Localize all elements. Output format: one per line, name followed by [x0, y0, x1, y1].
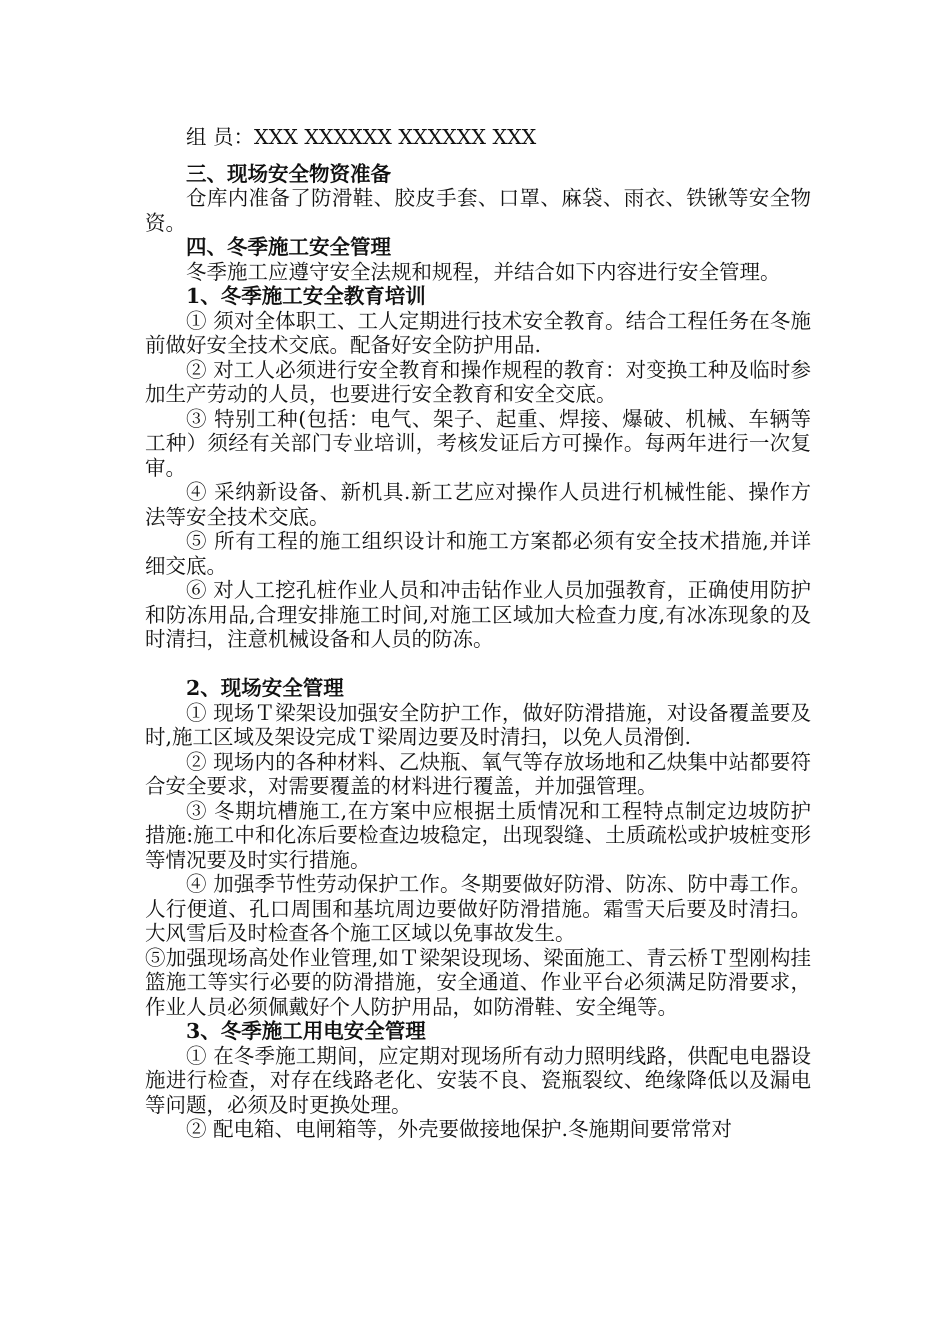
section-heading-winter-safety: 四、冬季施工安全管理 [186, 235, 391, 259]
list-item: ① 在冬季施工期间，应定期对现场所有动力照明线路，供配电电器设施进行检查，对存在线路老化、安装不良、瓷瓶裂纹、绝缘降低以及漏电等问题，必须及时更换处理。 [145, 1043, 811, 1117]
section-heading-materials: 三、现场安全物资准备 [186, 161, 391, 186]
paragraph: 仓库内准备了防滑鞋、胶皮手套、口罩、麻袋、雨衣、铁锹等安全物资。 [145, 186, 811, 235]
list-item: ③ 特别工种(包括：电气、架子、起重、焊接、爆破、机械、车辆等工种）须经有关部门专业培训，考核发证后方可操作。每两年进行一次复审。 [145, 406, 811, 480]
list-item: ④ 采纳新设备、新机具.新工艺应对操作人员进行机械性能、操作方法等安全技术交底。 [145, 480, 811, 529]
list-item: ① 现场Ｔ梁架设加强安全防护工作，做好防滑措施，对设备覆盖要及时,施工区域及架设完成Ｔ梁周边要及时清扫，以免人员滑倒. [145, 700, 811, 749]
blank-line [145, 652, 811, 677]
subsection-heading-site-safety: 2、现场安全管理 [186, 676, 344, 700]
document-page [145, 124, 811, 1142]
list-item: ④ 加强季节性劳动保护工作。冬期要做好防滑、防冻、防中毒工作。人行便道、孔口周围和基坑周边要做好防滑措施。霜雪天后要及时清扫。大风雪后及时检查各个施工区域以免事故发生。 [145, 872, 811, 945]
list-item: ⑤加强现场高处作业管理,如Ｔ梁架设现场、梁面施工、青云桥Ｔ型刚构挂篮施工等实行必要的防滑措施，安全通道、作业平台必须满足防滑要求，作业人员必须佩戴好个人防护用品，如防滑鞋、安全绳等。 [145, 945, 811, 1019]
members-line: 组 员：XXX XXXXXX XXXXXX XXX [186, 125, 537, 149]
list-item: ① 须对全体职工、工人定期进行技术安全教育。结合工程任务在冬施前做好安全技术交底。配备好安全防护用品. [145, 308, 811, 357]
paragraph: 冬季施工应遵守安全法规和规程，并结合如下内容进行安全管理。 [186, 259, 781, 284]
list-item: ② 现场内的各种材料、乙炔瓶、氧气等存放场地和乙炔集中站都要符合安全要求，对需要覆盖的材料进行覆盖，并加强管理。 [145, 749, 811, 798]
list-item: ② 配电箱、电闸箱等，外壳要做接地保护.冬施期间要常常对 [186, 1117, 733, 1141]
list-item: ⑤ 所有工程的施工组织设计和施工方案都必须有安全技术措施,并详细交底。 [145, 529, 811, 578]
list-item: ③ 冬期坑槽施工,在方案中应根据土质情况和工程特点制定边坡防护措施:施工中和化冻后要检查边坡稳定，出现裂缝、土质疏松或护坡桩变形等情况要及时实行措施。 [145, 798, 811, 872]
list-item: ② 对工人必须进行安全教育和操作规程的教育：对变换工种及临时参加生产劳动的人员，也要进行安全教育和安全交底。 [145, 357, 811, 406]
subsection-heading-training: 1、冬季施工安全教育培训 [186, 284, 426, 308]
list-item: ⑥ 对人工挖孔桩作业人员和冲击钻作业人员加强教育，正确使用防护和防冻用品,合理安排施工时间,对施工区域加大检查力度,有冰冻现象的及时清扫，注意机械设备和人员的防冻。 [145, 578, 811, 651]
subsection-heading-electrical-safety: 3、冬季施工用电安全管理 [186, 1019, 426, 1043]
